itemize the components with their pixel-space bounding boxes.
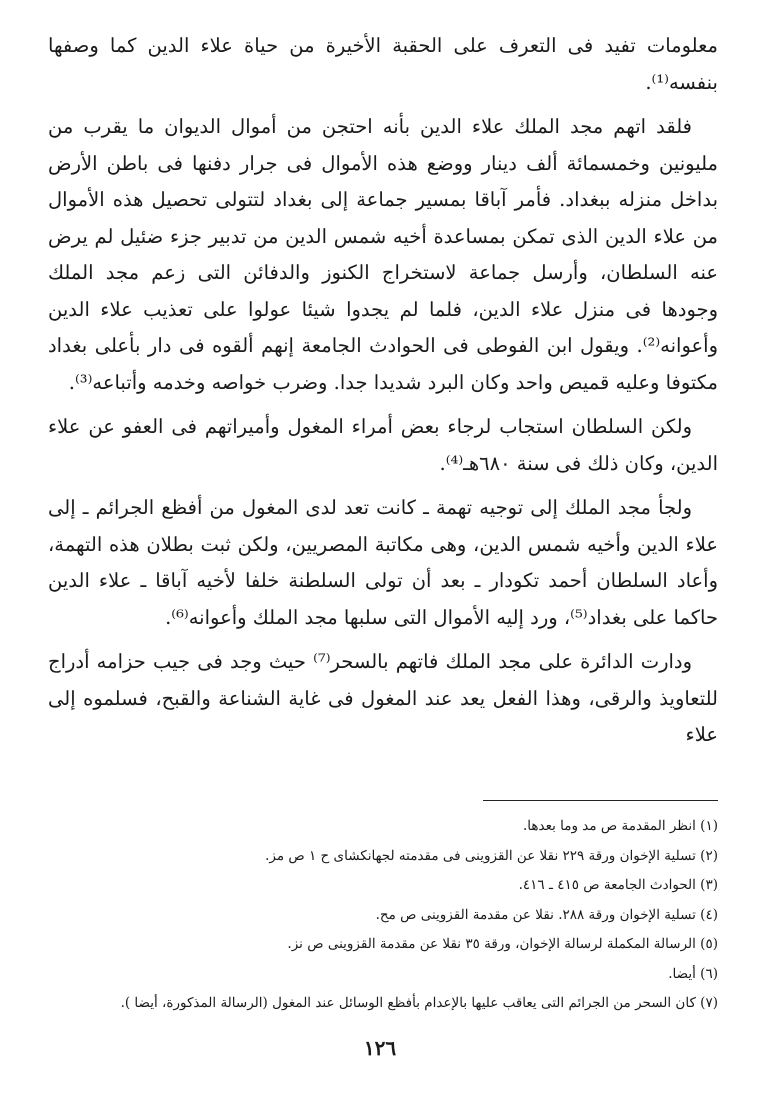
footnote-7: (٧) كان السحر من الجرائم التى يعاقب عليها بالإعدام بأفظع الوسائل عند المغول (الرسالة المذكورة، أيضا ). [120, 995, 718, 1011]
footnote-3: (٣) الحوادث الجامعة ص ٤١٥ ـ ٤١٦. [518, 877, 718, 893]
footnote-5: (٥) الرسالة المكملة لرسالة الإخوان، ورقة ٣٥ نقلا عن مقدمة القزوينى ص نز. [287, 936, 718, 952]
paragraph-4: ولجأ مجد الملك إلى توجيه تهمة ـ كانت تعد لدى المغول من أفظع الجرائم ـ إلى علاء الدين وأخيه شمس الدين، وهى مكاتبة المصريين، ولكن ثبت بطلان هذه التهمة، وأعاد السلطان أحمد تكودار ـ بعد أن تولى السلطنة خلفا لأخيه آباقا ـ علاء الدين حاكما على بغداد⁽⁵⁾، ورد إليه الأموال التى سلبها مجد الملك وأعوانه⁽⁶⁾. [48, 496, 718, 629]
paragraph-3: ولكن السلطان استجاب لرجاء بعض أمراء المغول وأميراتهم فى العفو عن علاء الدين، وكان ذلك فى سنة ٦٨٠هـ⁽⁴⁾. [48, 415, 718, 475]
paragraph-5: ودارت الدائرة على مجد الملك فاتهم بالسحر⁽⁷⁾ حيث وجد فى جيب حزامه أدراج للتعاويذ والرقى، وهذا الفعل يعد عند المغول فى غاية الشناعة والقبح، فسلموه إلى علاء [48, 650, 718, 746]
footnote-1: (١) انظر المقدمة ص مد وما بعدها. [522, 818, 718, 834]
page-body [48, 28, 718, 762]
main-text [48, 28, 718, 754]
footnote-separator [483, 800, 718, 801]
page-number: ١٢٦ [363, 1036, 397, 1060]
footnotes [78, 812, 718, 1019]
paragraph-2: فلقد اتهم مجد الملك علاء الدين بأنه احتجن من أموال الديوان ما يقرب من مليونين وخمسمائة ألف دينار ووضع هذه الأموال فى جرار دفنها فى باطن الأرض بداخل منزله ببغداد. فأمر آباقا بمسير جماعة إلى بغداد لتتولى تحصيل هذه الأموال من علاء الدين الذى تمكن بمساعدة أخيه شمس الدين من تدبير جزء ضئيل لم يرض عنه السلطان، وأرسل جماعة لاستخراج الكنوز والدفائن التى زعم مجد الملك وجودها فى منزل علاء الدين، فلما لم يجدوا شيئا عولوا على تعذيب علاء الدين وأعوانه⁽²⁾. ويقول ابن الفوطى فى الحوادث الجامعة إنهم ألقوه فى دار بأعلى بغداد مكتوفا وعليه قميص واحد وكان البرد شديدا جدا. وضرب خواصه وخدمه وأتباعه⁽³⁾. [48, 115, 718, 394]
paragraph-1: معلومات تفيد فى التعرف على الحقبة الأخيرة من حياة علاء الدين كما وصفها بنفسه⁽¹⁾. [48, 34, 718, 94]
footnote-6: (٦) أيضا. [668, 965, 718, 982]
footnote-2: (٢) تسلية الإخوان ورقة ٢٢٩ نقلا عن القزوينى فى مقدمته لجهانكشاى ح ١ ص مز. [265, 847, 718, 864]
footnote-4: (٤) تسلية الإخوان ورقة ٢٨٨. نقلا عن مقدمة القزوينى ص مح. [375, 906, 718, 923]
